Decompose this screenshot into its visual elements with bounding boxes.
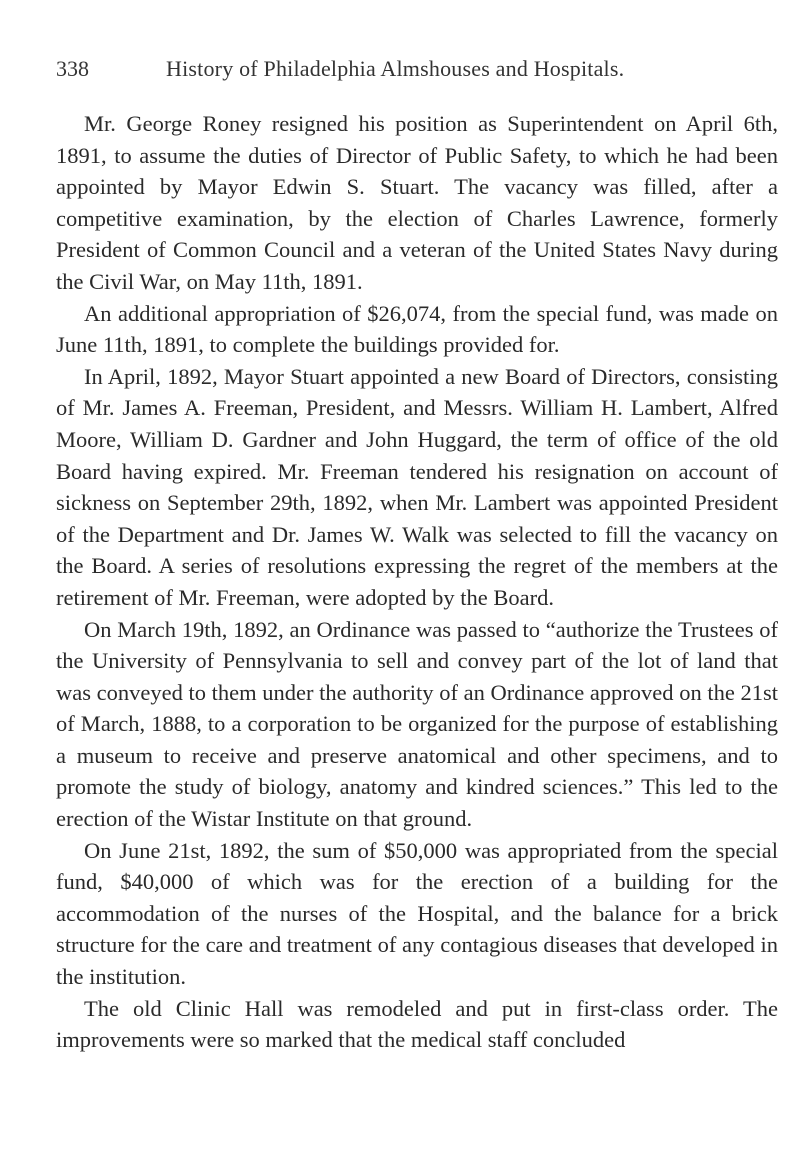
paragraph-ordinance: On March 19th, 1892, an Ordinance was passed to “authorize the Trustees of the University of Pennsylvania to sell and convey part of the lot of land that was conveyed to them under the authority of an Ordinance approved on the 21st of March, 1888, to a corporation to be organized for the purpose of establishing a museum to receive and preserve anatomical and other specimens, and to promote the study of biology, anatomy and kindred sciences.” This led to the erection of the Wistar Institute on that ground. — [56, 616, 778, 832]
running-title: History of Philadelphia Almshouses and Hospitals. — [166, 56, 625, 81]
paragraph-clinic-hall: The old Clinic Hall was remodeled and put in first-class order. The improvements were so marked that the medical staff concluded — [56, 995, 778, 1053]
page-number: 338 — [56, 56, 89, 81]
paragraph-additional-appropriation: An additional appropriation of $26,074, from the special fund, was made on June 11th, 1891, to complete the buildings provided for. — [56, 300, 778, 358]
running-head — [56, 56, 776, 86]
body-text — [56, 108, 778, 1056]
paragraph-roney-resignation: Mr. George Roney resigned his position as Superintendent on April 6th, 1891, to assume the duties of Director of Public Safety, to which he had been appointed by Mayor Edwin S. Stuart. The vacancy was filled, after a competitive examination, by the election of Charles Lawrence, formerly President of Common Council and a veteran of the United States Navy during the Civil War, on May 11th, 1891. — [56, 111, 778, 294]
paragraph-new-board: In April, 1892, Mayor Stuart appointed a new Board of Directors, consisting of Mr. James A. Freeman, President, and Messrs. William H. Lambert, Alfred Moore, William D. Gardner and John Huggard, the term of office of the old Board having expired. Mr. Freeman tendered his resignation on account of sickness on September 29th, 1892, when Mr. Lambert was appointed President of the Department and Dr. James W. Walk was selected to fill the vacancy on the Board. A series of resolutions expressing the regret of the members at the retirement of Mr. Freeman, were adopted by the Board. — [56, 363, 778, 610]
paragraph-june-appropriation: On June 21st, 1892, the sum of $50,000 was appropriated from the special fund, $40,000 of which was for the erection of a building for the accommodation of the nurses of the Hospital, and the balance for a brick structure for the care and treatment of any contagious diseases that developed in the institution. — [56, 837, 778, 990]
